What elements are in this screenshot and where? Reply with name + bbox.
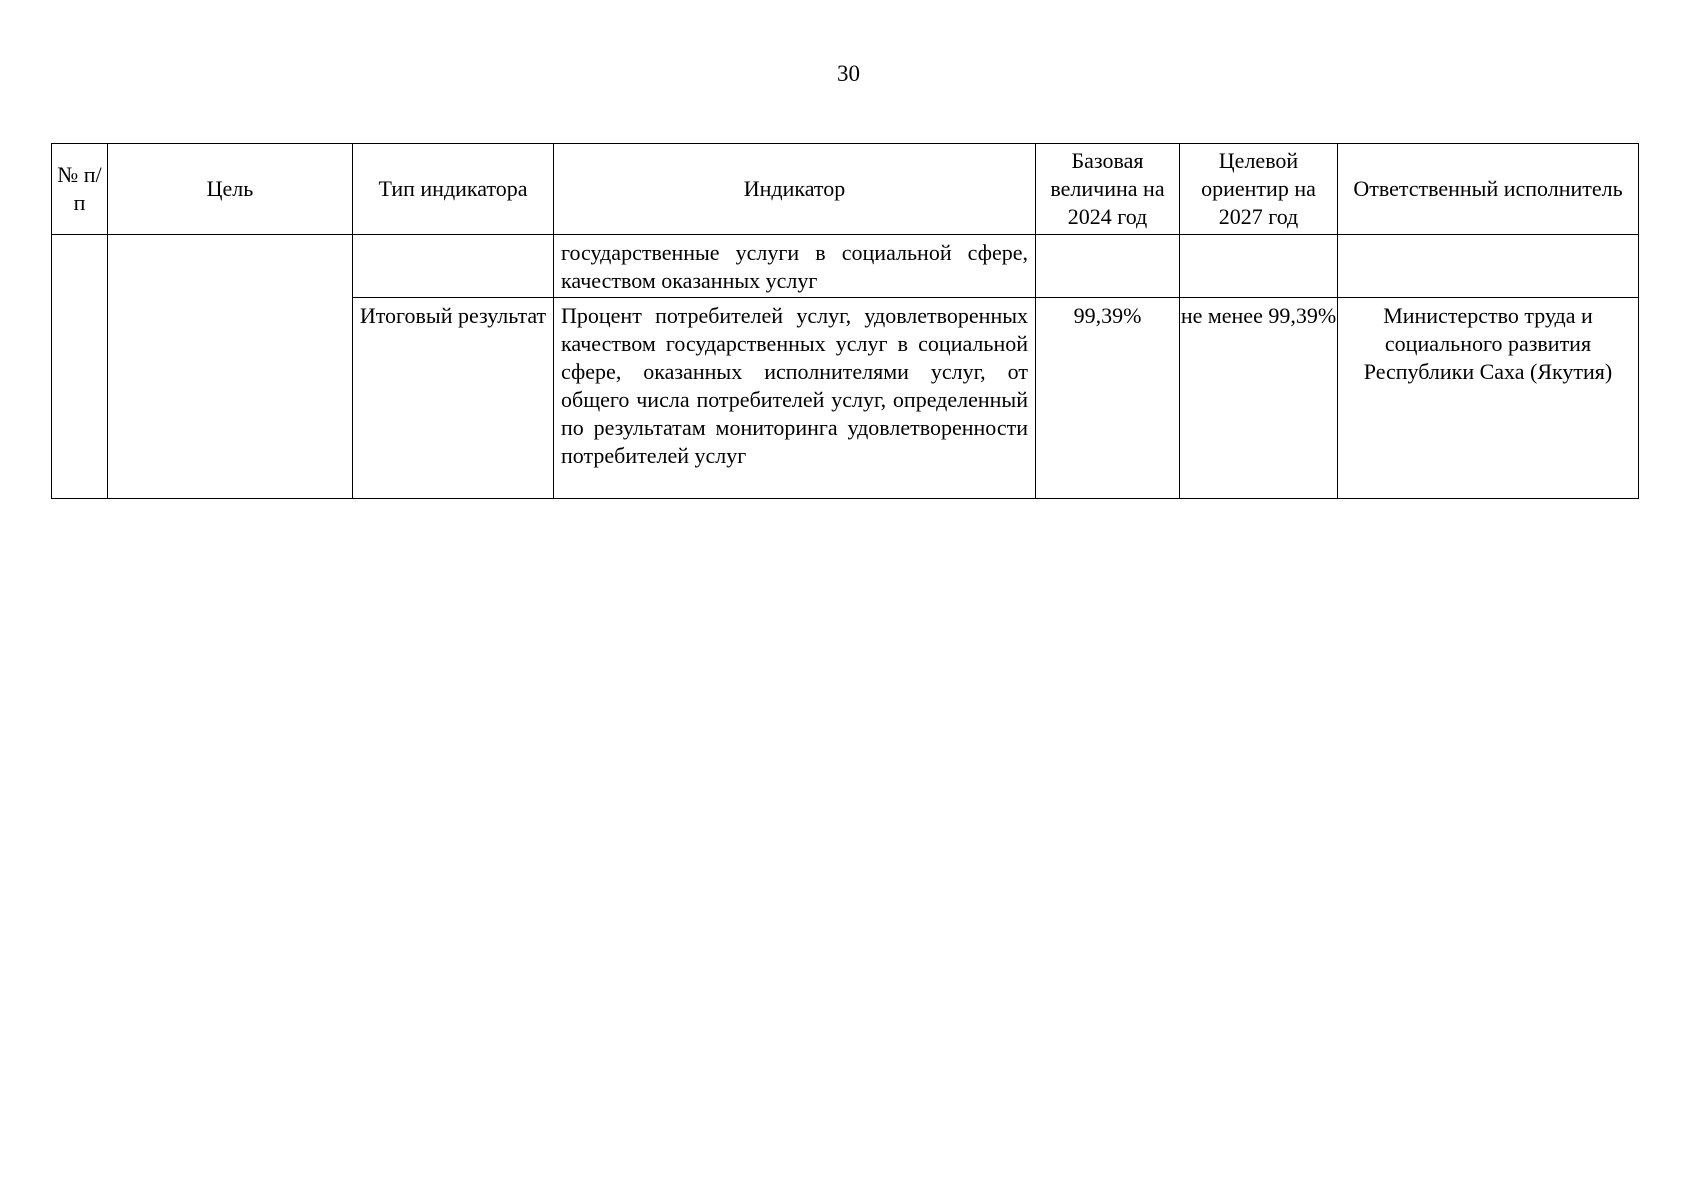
header-row [52, 144, 1639, 235]
table-row [52, 235, 1639, 298]
cell-base-value-text: 99,39% [1073, 303, 1142, 328]
header-base-value-label: Базовая величина на 2024 год [1050, 148, 1165, 229]
header-goal-label: Цель [206, 176, 254, 201]
header-target [1180, 144, 1338, 235]
cell-indicator-text: государственные услуги в социальной сфере, качеством оказанных услуг [561, 240, 1028, 293]
cell-base-value [1036, 298, 1180, 499]
cell-target [1180, 235, 1338, 298]
cell-indicator-type-text: Итоговый результат [359, 303, 547, 328]
page-number: 30 [837, 61, 860, 86]
header-responsible [1338, 144, 1639, 235]
cell-responsible [1338, 298, 1639, 499]
header-responsible-label: Ответственный исполнитель [1353, 176, 1623, 201]
cell-goal [108, 235, 353, 499]
cell-target-text: не менее 99,39% [1180, 303, 1337, 328]
cell-indicator-type [353, 235, 554, 298]
header-base-value [1036, 144, 1180, 235]
header-num-label: № п/п [57, 162, 102, 215]
header-goal [108, 144, 353, 235]
header-indicator [554, 144, 1036, 235]
header-target-label: Целевой ориентир на 2027 год [1201, 148, 1316, 229]
cell-target [1180, 298, 1338, 499]
cell-base-value [1036, 235, 1180, 298]
header-num [52, 144, 108, 235]
header-indicator-type-label: Тип индикатора [378, 176, 528, 201]
header-indicator-type [353, 144, 554, 235]
cell-num [52, 235, 108, 499]
header-indicator-label: Индикатор [743, 176, 846, 201]
cell-indicator-type [353, 298, 554, 499]
cell-responsible [1338, 235, 1639, 298]
cell-indicator-text: Процент потребителей услуг, удовлетворенных качеством государственных услуг в социальной сфере, оказанных исполнителями услуг, от общего числа потребителей услуг, определенный по результатам мониторинга удовлетворенности потребителей услуг [561, 303, 1028, 468]
indicators-table [51, 143, 1639, 499]
table-body [52, 235, 1639, 499]
cell-indicator [554, 298, 1036, 499]
table-header [52, 144, 1639, 235]
cell-responsible-text: Министерство труда и социального развития Республики Саха (Якутия) [1363, 303, 1613, 384]
cell-indicator [554, 235, 1036, 298]
